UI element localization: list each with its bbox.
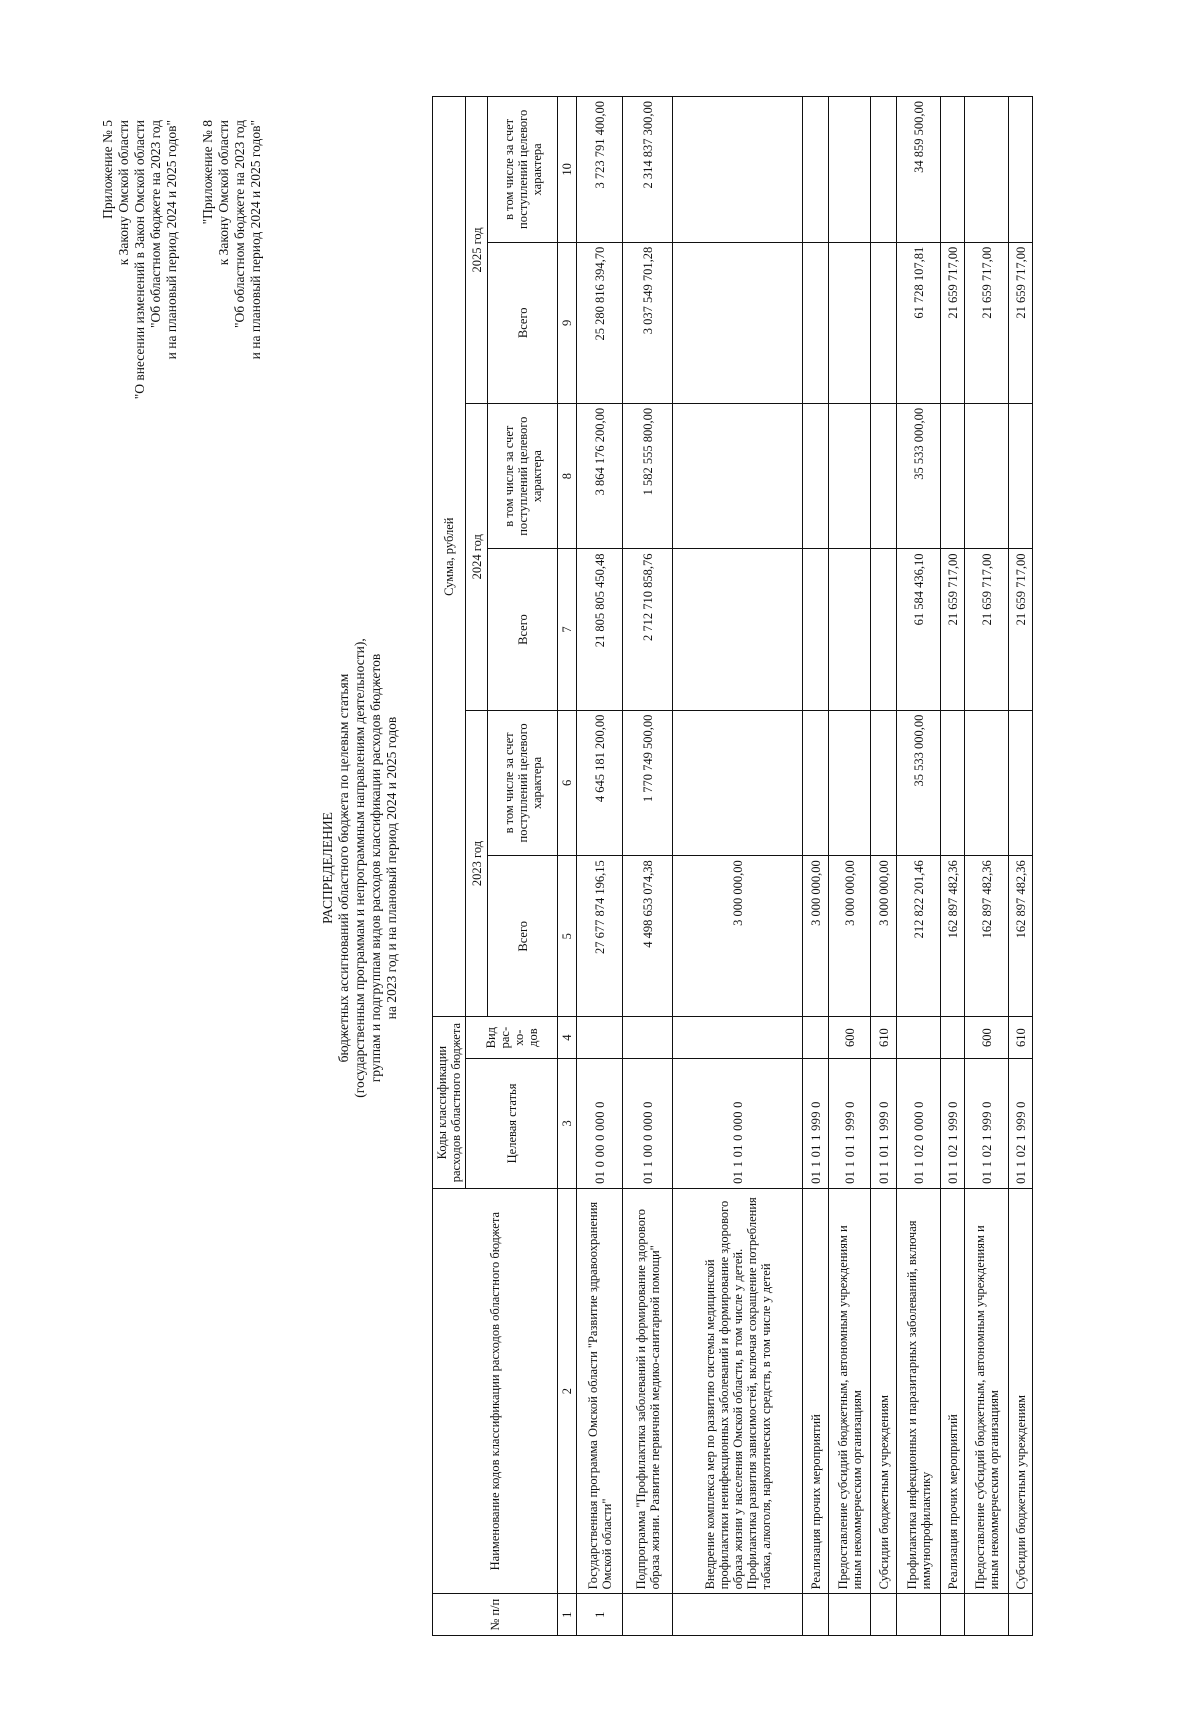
row-name: Внедрение комплекса мер по развитию системы медицинской профилактики неинфекционных заболеваний и формирование здорового образа жизни у населения Омской области, в том числе у детей. Профилактика развития зависимостей, включая сокращение потребления табака, алкоголя, наркотических средств, в том числе у детей bbox=[673, 1188, 803, 1594]
row-expense-type bbox=[673, 1017, 803, 1059]
row-incl-2025: 3 723 791 400,00 bbox=[577, 97, 623, 243]
budget-distribution-table bbox=[432, 96, 1033, 1636]
header-incl-2024: в том числе за счет поступлений целевого характера bbox=[488, 403, 558, 549]
row-incl-2023: 35 533 000,00 bbox=[897, 710, 941, 856]
row-incl-2024 bbox=[941, 403, 965, 549]
row-incl-2025 bbox=[941, 97, 965, 243]
row-total-2025: 21 659 717,00 bbox=[1009, 242, 1033, 403]
row-number bbox=[941, 1594, 965, 1636]
table-row bbox=[829, 97, 871, 1636]
row-incl-2023: 1 770 749 500,00 bbox=[623, 710, 673, 856]
header-year-2025: 2025 год bbox=[466, 97, 488, 404]
row-total-2025: 21 659 717,00 bbox=[941, 242, 965, 403]
table-row bbox=[577, 97, 623, 1636]
column-index: 2 bbox=[558, 1188, 577, 1594]
row-number bbox=[965, 1594, 1009, 1636]
row-name: Субсидии бюджетным учреждениям bbox=[1009, 1188, 1033, 1594]
header-target-article: Целевая статья bbox=[466, 1058, 558, 1188]
row-incl-2025 bbox=[1009, 97, 1033, 243]
row-total-2023: 3 000 000,00 bbox=[871, 856, 897, 1017]
row-total-2024: 61 584 436,10 bbox=[897, 549, 941, 710]
row-expense-type: 600 bbox=[829, 1017, 871, 1059]
appendix-header-line: "Приложение № 8 bbox=[200, 120, 215, 225]
row-total-2024 bbox=[803, 549, 829, 710]
row-name: Профилактика инфекционных и паразитарных заболеваний, включая иммунопрофилактику bbox=[897, 1188, 941, 1594]
column-index: 8 bbox=[558, 403, 577, 549]
row-number: 1 bbox=[577, 1594, 623, 1636]
row-number bbox=[897, 1594, 941, 1636]
document-subtitle-line: на 2023 год и на плановый период 2024 и 2025 годов bbox=[384, 716, 399, 1020]
table-row bbox=[673, 97, 803, 1636]
row-total-2023: 162 897 482,36 bbox=[1009, 856, 1033, 1017]
row-total-2025 bbox=[673, 242, 803, 403]
row-expense-type: 610 bbox=[1009, 1017, 1033, 1059]
appendix-header-line: к Закону Омской области bbox=[216, 120, 231, 266]
row-name: Реализация прочих мероприятий bbox=[941, 1188, 965, 1594]
row-total-2023: 162 897 482,36 bbox=[941, 856, 965, 1017]
row-total-2024 bbox=[673, 549, 803, 710]
row-name: Реализация прочих мероприятий bbox=[803, 1188, 829, 1594]
row-target-code: 01 1 01 1 999 0 bbox=[871, 1058, 897, 1188]
row-incl-2023: 4 645 181 200,00 bbox=[577, 710, 623, 856]
header-sum: Сумма, рублей bbox=[433, 97, 466, 1017]
row-name: Предоставление субсидий бюджетным, автономным учреждениям и иным некоммерческим организациям bbox=[965, 1188, 1009, 1594]
table-row bbox=[1009, 97, 1033, 1636]
column-index: 5 bbox=[558, 856, 577, 1017]
row-name: Субсидии бюджетным учреждениям bbox=[871, 1188, 897, 1594]
header-expense-type: Вид рас-хо-дов bbox=[466, 1017, 558, 1059]
row-number bbox=[1009, 1594, 1033, 1636]
header-codes: Коды классификации расходов областного бюджета bbox=[433, 1017, 466, 1189]
table-row bbox=[965, 97, 1009, 1636]
header-total-2025: Всего bbox=[488, 242, 558, 403]
table-row bbox=[623, 97, 673, 1636]
table-row bbox=[803, 97, 829, 1636]
row-incl-2024 bbox=[871, 403, 897, 549]
row-target-code: 01 1 02 0 000 0 bbox=[897, 1058, 941, 1188]
row-incl-2025 bbox=[673, 97, 803, 243]
row-total-2024: 21 659 717,00 bbox=[1009, 549, 1033, 710]
row-total-2025: 3 037 549 701,28 bbox=[623, 242, 673, 403]
row-incl-2023 bbox=[829, 710, 871, 856]
row-total-2023: 162 897 482,36 bbox=[965, 856, 1009, 1017]
row-number bbox=[803, 1594, 829, 1636]
row-total-2024: 2 712 710 858,76 bbox=[623, 549, 673, 710]
row-target-code: 01 1 02 1 999 0 bbox=[1009, 1058, 1033, 1188]
header-name: Наименование кодов классификации расходов областного бюджета bbox=[433, 1188, 558, 1594]
header-year-2024: 2024 год bbox=[466, 403, 488, 710]
row-incl-2025 bbox=[829, 97, 871, 243]
row-incl-2025 bbox=[871, 97, 897, 243]
row-incl-2023 bbox=[965, 710, 1009, 856]
document-title-block bbox=[320, 0, 400, 1736]
row-name: Государственная программа Омской области "Развитие здравоохранения Омской области" bbox=[577, 1188, 623, 1594]
row-number bbox=[623, 1594, 673, 1636]
row-total-2025: 61 728 107,81 bbox=[897, 242, 941, 403]
appendix-header-line: и на плановый период 2024 и 2025 годов" bbox=[248, 120, 263, 360]
appendix-header-line: "О внесении изменений в Закон Омской области bbox=[132, 120, 147, 400]
row-number bbox=[829, 1594, 871, 1636]
column-index-row bbox=[558, 97, 577, 1636]
row-total-2025 bbox=[803, 242, 829, 403]
document-subtitle-line: бюджетных ассигнований областного бюджета по целевым статьям bbox=[336, 673, 351, 1063]
row-incl-2024 bbox=[829, 403, 871, 549]
appendix-header-line: "Об областном бюджете на 2023 год bbox=[148, 120, 163, 328]
row-incl-2025: 34 859 500,00 bbox=[897, 97, 941, 243]
column-index: 3 bbox=[558, 1058, 577, 1188]
row-total-2025 bbox=[829, 242, 871, 403]
row-incl-2024 bbox=[673, 403, 803, 549]
row-total-2025: 21 659 717,00 bbox=[965, 242, 1009, 403]
row-incl-2025 bbox=[965, 97, 1009, 243]
table-row bbox=[941, 97, 965, 1636]
row-expense-type bbox=[623, 1017, 673, 1059]
row-incl-2024: 35 533 000,00 bbox=[897, 403, 941, 549]
column-index: 9 bbox=[558, 242, 577, 403]
row-target-code: 01 1 01 1 999 0 bbox=[829, 1058, 871, 1188]
row-total-2025: 25 280 816 394,70 bbox=[577, 242, 623, 403]
column-index: 6 bbox=[558, 710, 577, 856]
row-total-2024: 21 659 717,00 bbox=[941, 549, 965, 710]
row-incl-2024: 1 582 555 800,00 bbox=[623, 403, 673, 549]
column-index: 1 bbox=[558, 1594, 577, 1636]
column-index: 7 bbox=[558, 549, 577, 710]
table-row bbox=[871, 97, 897, 1636]
row-incl-2023 bbox=[941, 710, 965, 856]
document-title: РАСПРЕДЕЛЕНИЕ bbox=[320, 812, 335, 924]
row-expense-type bbox=[577, 1017, 623, 1059]
row-total-2023: 4 498 653 074,38 bbox=[623, 856, 673, 1017]
row-total-2023: 212 822 201,46 bbox=[897, 856, 941, 1017]
row-total-2023: 3 000 000,00 bbox=[803, 856, 829, 1017]
header-number: № п/п bbox=[433, 1594, 558, 1636]
row-incl-2023 bbox=[871, 710, 897, 856]
row-name: Предоставление субсидий бюджетным, автономным учреждениям и иным некоммерческим организациям bbox=[829, 1188, 871, 1594]
row-incl-2024 bbox=[1009, 403, 1033, 549]
row-total-2024 bbox=[829, 549, 871, 710]
column-index: 4 bbox=[558, 1017, 577, 1059]
row-expense-type: 600 bbox=[965, 1017, 1009, 1059]
row-name: Подпрограмма "Профилактика заболеваний и формирование здорового образа жизни. Развитие первичной медико-санитарной помощи" bbox=[623, 1188, 673, 1594]
row-total-2023: 3 000 000,00 bbox=[673, 856, 803, 1017]
row-incl-2024 bbox=[803, 403, 829, 549]
row-incl-2023 bbox=[1009, 710, 1033, 856]
appendix-header-line: и на плановый период 2024 и 2025 годов" bbox=[164, 120, 179, 360]
appendix-header-line: "Об областном бюджете на 2023 год bbox=[232, 120, 247, 328]
table-row bbox=[897, 97, 941, 1636]
row-expense-type: 610 bbox=[871, 1017, 897, 1059]
row-target-code: 01 1 00 0 000 0 bbox=[623, 1058, 673, 1188]
header-incl-2023: в том числе за счет поступлений целевого характера bbox=[488, 710, 558, 856]
row-target-code: 01 0 00 0 000 0 bbox=[577, 1058, 623, 1188]
row-incl-2025 bbox=[803, 97, 829, 243]
appendix-header-line: к Закону Омской области bbox=[116, 120, 131, 266]
row-expense-type bbox=[941, 1017, 965, 1059]
row-total-2023: 27 677 874 196,15 bbox=[577, 856, 623, 1017]
row-incl-2024: 3 864 176 200,00 bbox=[577, 403, 623, 549]
row-total-2024: 21 805 805 450,48 bbox=[577, 549, 623, 710]
row-incl-2023 bbox=[673, 710, 803, 856]
row-incl-2023 bbox=[803, 710, 829, 856]
row-total-2025 bbox=[871, 242, 897, 403]
appendix-header-8 bbox=[200, 120, 264, 359]
row-number bbox=[673, 1594, 803, 1636]
row-target-code: 01 1 02 1 999 0 bbox=[941, 1058, 965, 1188]
row-total-2024: 21 659 717,00 bbox=[965, 549, 1009, 710]
document-subtitle-line: группам и подгруппам видов расходов классификации расходов бюджетов bbox=[368, 653, 383, 1083]
appendix-header-5 bbox=[100, 120, 180, 399]
row-target-code: 01 1 02 1 999 0 bbox=[965, 1058, 1009, 1188]
row-incl-2025: 2 314 837 300,00 bbox=[623, 97, 673, 243]
header-incl-2025: в том числе за счет поступлений целевого характера bbox=[488, 97, 558, 243]
row-expense-type bbox=[897, 1017, 941, 1059]
row-expense-type bbox=[803, 1017, 829, 1059]
row-total-2024 bbox=[871, 549, 897, 710]
row-number bbox=[871, 1594, 897, 1636]
row-target-code: 01 1 01 0 000 0 bbox=[673, 1058, 803, 1188]
row-target-code: 01 1 01 1 999 0 bbox=[803, 1058, 829, 1188]
row-incl-2024 bbox=[965, 403, 1009, 549]
row-total-2023: 3 000 000,00 bbox=[829, 856, 871, 1017]
header-year-2023: 2023 год bbox=[466, 710, 488, 1017]
header-total-2024: Всего bbox=[488, 549, 558, 710]
header-total-2023: Всего bbox=[488, 856, 558, 1017]
column-index: 10 bbox=[558, 97, 577, 243]
appendix-header-line: Приложение № 5 bbox=[100, 120, 115, 219]
document-subtitle-line: (государственным программам и непрограммным направлениям деятельности), bbox=[352, 638, 367, 1098]
